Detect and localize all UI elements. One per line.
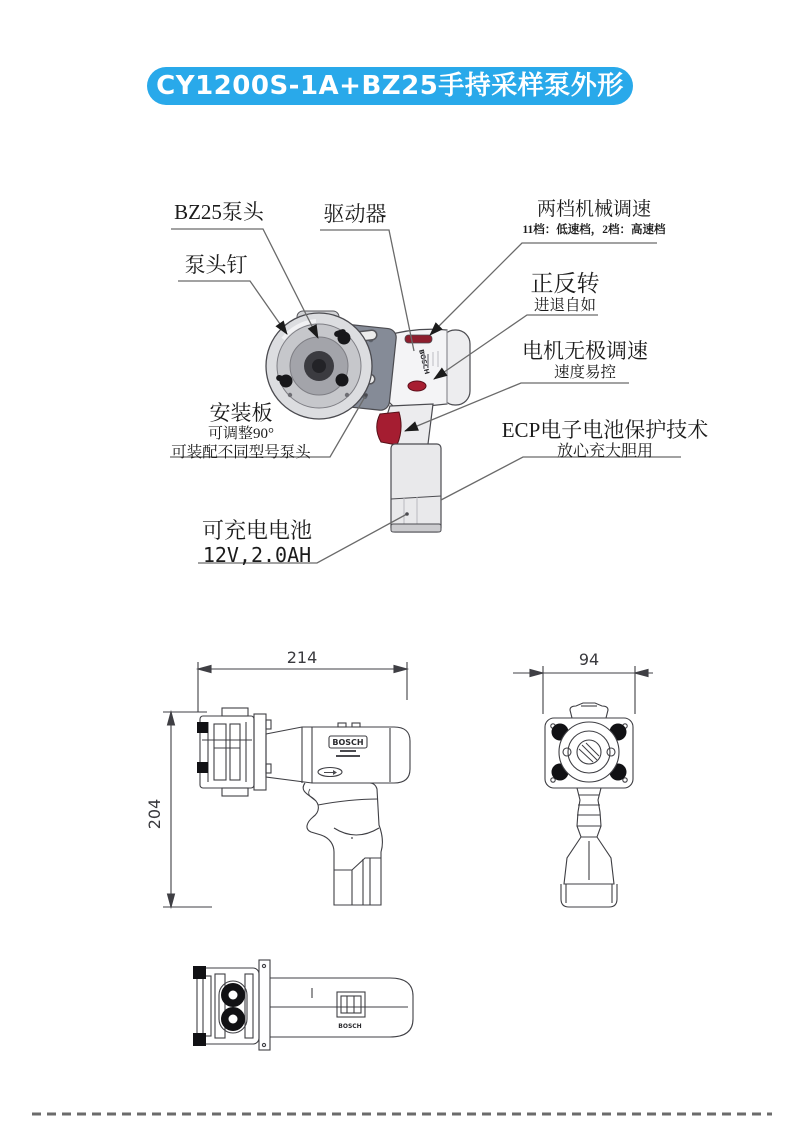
bottom-view-drawing [193,960,413,1050]
annotation-pump-pin [168,254,264,277]
annotation-motor-speed-sub: 速度易控 [553,364,616,382]
annotation-bz25-head [171,201,267,224]
annotation-ecp [495,419,715,461]
dim-side-height: 204 [145,798,164,830]
page-title: CY1200S-1A+BZ25手持采样泵外形尺寸图 [156,71,624,139]
annotation-driver [307,203,403,226]
leader-pump-pin [178,281,287,334]
fwd-rev-button [408,381,426,391]
annotation-two-gear [508,200,680,237]
annotation-ecp-sub: 放心充大胆用 [556,443,653,461]
gear-selector [405,335,432,343]
annotation-ecp-label: ECP电子电池保护技术 [501,418,709,442]
annotation-fwd-rev [495,271,635,314]
side-view-drawing [163,662,410,907]
annotation-battery-sub: 12V,2.0AH [202,543,312,568]
annotation-fwd-rev-sub: 进退自如 [533,297,596,315]
annotation-bz25-head-label: BZ25泵头 [174,200,264,224]
brand-text-side-view: BOSCH [332,738,364,747]
brand-text-bottom-view: BOSCH [338,1023,362,1030]
annotation-pump-pin-label: 泵头钉 [184,253,248,277]
annotation-mount-plate-label: 安装板 [209,401,273,425]
dim-front-width: 94 [578,650,600,669]
annotation-motor-speed [505,340,665,381]
annotation-two-gear-sub: 11档：低速档，2档：高速档 [522,223,666,236]
annotation-mount-plate [155,402,327,461]
annotation-two-gear-label: 两档机械调速 [536,199,651,220]
trigger [377,412,401,445]
annotation-battery [175,519,339,566]
annotation-driver-label: 驱动器 [323,202,387,226]
front-view-drawing [513,666,653,907]
annotation-mount-plate-sub1: 可调整90° [208,426,274,443]
annotation-battery-label: 可充电电池 [201,518,312,543]
leader-ecp [441,457,681,500]
brand-text-photo: BOSCH [417,348,431,376]
annotation-fwd-rev-label: 正反转 [530,271,600,296]
dim-side-width: 214 [286,648,318,667]
annotation-mount-plate-sub2: 可装配不同型号泵头 [171,443,311,461]
annotation-motor-speed-label: 电机无极调速 [522,339,648,363]
